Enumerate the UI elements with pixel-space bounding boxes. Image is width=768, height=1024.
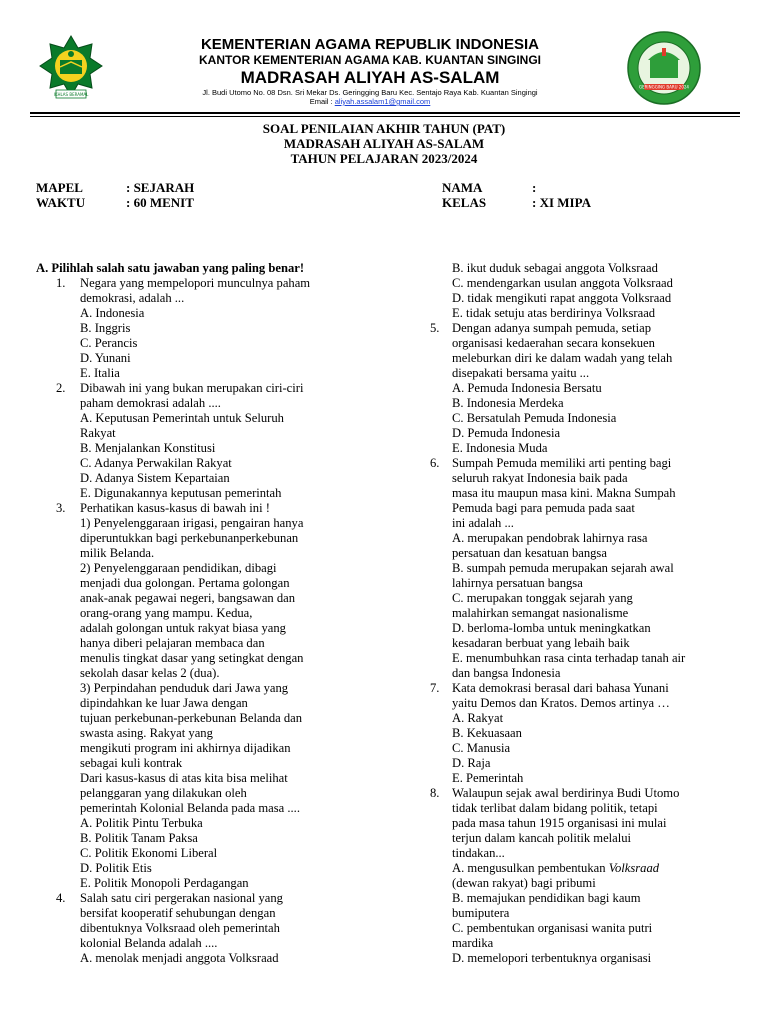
- answer-option: A. Politik Pintu Terbuka: [80, 816, 203, 830]
- mapel-value: : SEJARAH: [126, 180, 195, 195]
- question-text: pada masa tahun 1915 organisasi ini mulai: [452, 816, 667, 830]
- question-item: [428, 456, 740, 531]
- email-line: [110, 97, 630, 106]
- exam-year: TAHUN PELAJARAN 2023/2024: [290, 151, 478, 166]
- answer-option: E. Italia: [80, 366, 120, 380]
- answer-option: A. Keputusan Pemerintah untuk Seluruh: [80, 411, 284, 425]
- answer-option: C. merupakan tonggak sejarah yang: [452, 591, 633, 605]
- question-number: 7.: [430, 681, 440, 695]
- answer-option: B. memajukan pendidikan bagi kaum: [452, 891, 641, 905]
- answer-option: [428, 861, 740, 876]
- questions-left-column: [36, 261, 368, 966]
- answer-option: B. Politik Tanam Paksa: [80, 831, 198, 845]
- question-text: Dibawah ini yang bukan merupakan ciri-ciri: [80, 381, 304, 395]
- question-text: terjun dalam kancah politik melalui: [452, 831, 632, 845]
- question-text: demokrasi, adalah ...: [80, 291, 185, 305]
- question-text: masa itu maupun masa kini. Makna Sumpah: [452, 486, 676, 500]
- question-text: paham demokrasi adalah ....: [80, 396, 221, 410]
- question-text: Sumpah Pemuda memiliki arti penting bagi: [452, 456, 672, 470]
- question-number: 6.: [430, 456, 440, 470]
- answer-option: C. Perancis: [80, 336, 138, 350]
- question-number: 2.: [56, 381, 66, 395]
- answer-option: persatuan dan kesatuan bangsa: [452, 546, 607, 560]
- question-number: 5.: [430, 321, 440, 335]
- answer-option: 1) Penyelenggaraan irigasi, pengairan hanya: [80, 516, 304, 530]
- ministry-name: KEMENTERIAN AGAMA REPUBLIK INDONESIA: [200, 36, 540, 53]
- question-item: [36, 276, 368, 306]
- exam-title: SOAL PENILAIAN AKHIR TAHUN (PAT): [262, 121, 506, 136]
- question-item: [428, 681, 740, 711]
- answer-option: E. Digunakannya keputusan pemerintah: [80, 486, 282, 500]
- answer-option: D. Yunani: [80, 351, 131, 365]
- question-text: ini adalah ...: [452, 516, 514, 530]
- school-name: MADRASAH ALIYAH AS-SALAM: [240, 68, 500, 87]
- question-text: Dengan adanya sumpah pemuda, setiap: [452, 321, 651, 335]
- svg-text:GERINGGING BARU 2024: GERINGGING BARU 2024: [639, 84, 689, 90]
- nama-label: NAMA: [442, 180, 483, 195]
- answer-option: A. menolak menjadi anggota Volksraad: [80, 951, 279, 965]
- answer-option: C. Manusia: [452, 741, 511, 755]
- question-text: seluruh rakyat Indonesia baik pada: [452, 471, 628, 485]
- answer-option: C. Politik Ekonomi Liberal: [80, 846, 218, 860]
- question-text: disepakati bersama yaitu ...: [452, 366, 590, 380]
- answer-option: E. menumbuhkan rasa cinta terhadap tanah air: [452, 651, 686, 665]
- school-logo-icon: [626, 30, 702, 106]
- answer-option: B. sumpah pemuda merupakan sejarah awal: [452, 561, 674, 575]
- section-a-heading: A. Pilihlah salah satu jawaban yang paling benar!: [36, 261, 305, 275]
- answer-option: E. Politik Monopoli Perdagangan: [80, 876, 249, 890]
- answer-option: A. Indonesia: [80, 306, 145, 320]
- question-text: kolonial Belanda adalah ....: [80, 936, 218, 950]
- answer-option: swasta asing. Rakyat yang: [80, 726, 213, 740]
- exam-school: MADRASAH ALIYAH AS-SALAM: [283, 136, 485, 151]
- answer-option: sebagai kuli kontrak: [80, 756, 183, 770]
- answer-option: milik Belanda.: [80, 546, 155, 560]
- answer-option: lahirnya persatuan bangsa: [452, 576, 583, 590]
- answer-option: D. Raja: [452, 756, 491, 770]
- question-item: [428, 786, 740, 861]
- answer-option-text: A. mengusulkan pembentukan: [452, 861, 609, 875]
- answer-option: pemerintah Kolonial Belanda pada masa ....: [80, 801, 300, 815]
- email-link[interactable]: aliyah.assalam1@gmail.com: [334, 97, 431, 106]
- question-text: organisasi kedaerahan secara konsekuen: [452, 336, 655, 350]
- answer-option: E. tidak setuju atas berdirinya Volksraad: [452, 306, 656, 320]
- answer-option: sekolah dasar kelas 2 (dua).: [80, 666, 220, 680]
- answer-option: A. Rakyat: [452, 711, 504, 725]
- answer-option: pelanggaran yang dilakukan oleh: [80, 786, 247, 800]
- svg-text:IKHLAS BERAMAL: IKHLAS BERAMAL: [53, 92, 89, 97]
- answer-option: B. ikut duduk sebagai anggota Volksraad: [452, 261, 658, 275]
- answer-option: C. pembentukan organisasi wanita putri: [452, 921, 653, 935]
- answer-option: tujuan perkebunan-perkebunan Belanda dan: [80, 711, 303, 725]
- email-label: Email :: [309, 97, 335, 106]
- question-text: Salah satu ciri pergerakan nasional yang: [80, 891, 283, 905]
- answer-option: mardika: [452, 936, 494, 950]
- school-address: Jl. Budi Utomo No. 08 Dsn. Sri Mekar Ds. Geringging Baru Kec. Sentajo Raya Kab. Kuantan Singingi: [202, 88, 538, 97]
- answer-option: E. Pemerintah: [452, 771, 524, 785]
- question-number: 8.: [430, 786, 440, 800]
- answer-option: D. Politik Etis: [80, 861, 152, 875]
- question-item: [36, 381, 368, 411]
- answer-option: E. Indonesia Muda: [452, 441, 548, 455]
- answer-option: mengikuti program ini akhirnya dijadikan: [80, 741, 291, 755]
- kelas-value: : XI MIPA: [532, 195, 591, 210]
- letterhead-rule: [30, 112, 740, 114]
- question-item: [36, 891, 368, 951]
- question-item: [428, 321, 740, 381]
- question-text: Negara yang mempelopori munculnya paham: [80, 276, 311, 290]
- answer-option: D. tidak mengikuti rapat anggota Volksraad: [452, 291, 672, 305]
- question-text: bersifat kooperatif sehubungan dengan: [80, 906, 276, 920]
- answer-option: Dari kasus-kasus di atas kita bisa melihat: [80, 771, 288, 785]
- answer-option: bumiputera: [452, 906, 510, 920]
- question-item: [36, 501, 368, 516]
- waktu-label: WAKTU: [36, 195, 86, 210]
- question-text: Walaupun sejak awal berdirinya Budi Utomo: [452, 786, 680, 800]
- question-text: Pemuda bagi para pemuda pada saat: [452, 501, 635, 515]
- question-text: dibentuknya Volksraad oleh pemerintah: [80, 921, 280, 935]
- answer-option: menulis tingkat dasar yang setingkat dengan: [80, 651, 304, 665]
- answer-option: Rakyat: [80, 426, 116, 440]
- questions-right-column: [428, 261, 740, 966]
- question-number: 4.: [56, 891, 66, 905]
- waktu-value: : 60 MENIT: [126, 195, 194, 210]
- kelas-label: KELAS: [442, 195, 487, 210]
- answer-option: A. merupakan pendobrak lahirnya rasa: [452, 531, 648, 545]
- question-text: Perhatikan kasus-kasus di bawah ini !: [80, 501, 270, 515]
- answer-option: malahirkan semangat nasionalisme: [452, 606, 629, 620]
- office-name: KANTOR KEMENTERIAN AGAMA KAB. KUANTAN SINGINGI: [199, 53, 541, 67]
- mapel-label: MAPEL: [36, 180, 83, 195]
- answer-option: 2) Penyelenggaraan pendidikan, dibagi: [80, 561, 277, 575]
- answer-option: B. Inggris: [80, 321, 131, 335]
- answer-option: B. Indonesia Merdeka: [452, 396, 564, 410]
- question-text: yaitu Demos dan Kratos. Demos artinya …: [452, 696, 670, 710]
- question-text: tidak terlibat dalam bidang politik, tetapi: [452, 801, 658, 815]
- answer-option: 3) Perpindahan penduduk dari Jawa yang: [80, 681, 289, 695]
- answer-option: C. Adanya Perwakilan Rakyat: [80, 456, 232, 470]
- answer-option: (dewan rakyat) bagi pribumi: [452, 876, 596, 890]
- answer-option: menjadi dua golongan. Pertama golongan: [80, 576, 290, 590]
- question-number: 3.: [56, 501, 66, 515]
- answer-option: orang-orang yang mampu. Kedua,: [80, 606, 253, 620]
- answer-option: B. Menjalankan Konstitusi: [80, 441, 216, 455]
- answer-option: B. Kekuasaan: [452, 726, 522, 740]
- answer-option: kesadaran berbuat yang lebaih baik: [452, 636, 630, 650]
- answer-option: dipindahkan ke luar Jawa dengan: [80, 696, 248, 710]
- question-text: meleburkan diri ke dalam wadah yang telah: [452, 351, 673, 365]
- answer-option: anak-anak pegawai negeri, bangsawan dan: [80, 591, 296, 605]
- answer-option: hanya diberi pelajaran membaca dan: [80, 636, 265, 650]
- letterhead-rule-thin: [30, 116, 740, 117]
- question-text: tindakan...: [452, 846, 505, 860]
- answer-option: A. Pemuda Indonesia Bersatu: [452, 381, 602, 395]
- question-number: 1.: [56, 276, 66, 290]
- answer-option: adalah golongan untuk rakyat biasa yang: [80, 621, 286, 635]
- answer-option: diperuntukkan bagi perkebunanperkebunan: [80, 531, 299, 545]
- answer-option: D. memelopori terbentuknya organisasi: [452, 951, 652, 965]
- answer-option: C. mendengarkan usulan anggota Volksraad: [452, 276, 673, 290]
- answer-option: D. Pemuda Indonesia: [452, 426, 561, 440]
- answer-option: D. berloma-lomba untuk meningkatkan: [452, 621, 651, 635]
- answer-option: C. Bersatulah Pemuda Indonesia: [452, 411, 617, 425]
- answer-option: D. Adanya Sistem Kepartaian: [80, 471, 230, 485]
- answer-option-italic: Volksraad: [608, 861, 660, 875]
- question-text: Kata demokrasi berasal dari bahasa Yunani: [452, 681, 669, 695]
- kemenag-logo-icon: [38, 34, 104, 102]
- answer-option: dan bangsa Indonesia: [452, 666, 561, 680]
- letterhead: [30, 30, 738, 115]
- nama-value: :: [532, 180, 537, 195]
